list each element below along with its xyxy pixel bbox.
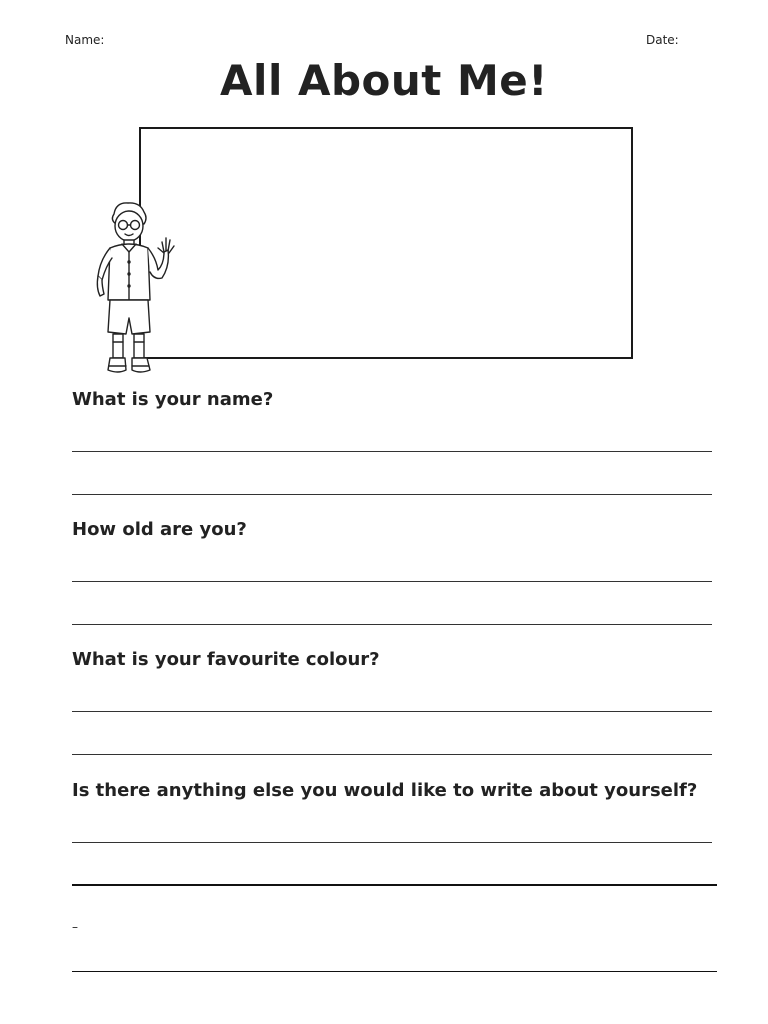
answer-line[interactable] bbox=[72, 581, 712, 582]
question-age: How old are you? bbox=[72, 519, 247, 540]
answer-line[interactable] bbox=[72, 451, 712, 452]
date-label: Date: bbox=[646, 33, 679, 47]
stray-mark: – bbox=[72, 920, 78, 934]
question-name: What is your name? bbox=[72, 389, 274, 410]
answer-line[interactable] bbox=[72, 624, 712, 625]
page-title: All About Me! bbox=[220, 56, 548, 105]
answer-line[interactable] bbox=[72, 494, 712, 495]
question-colour: What is your favourite colour? bbox=[72, 649, 380, 670]
answer-line[interactable] bbox=[72, 711, 712, 712]
answer-line[interactable] bbox=[72, 842, 712, 843]
drawing-box[interactable] bbox=[139, 127, 633, 359]
answer-line[interactable] bbox=[72, 884, 717, 886]
question-else: Is there anything else you would like to write about yourself? bbox=[72, 780, 698, 801]
name-label: Name: bbox=[65, 33, 105, 47]
answer-line[interactable] bbox=[72, 754, 712, 755]
boy-illustration bbox=[90, 200, 178, 380]
answer-line[interactable] bbox=[72, 971, 717, 972]
